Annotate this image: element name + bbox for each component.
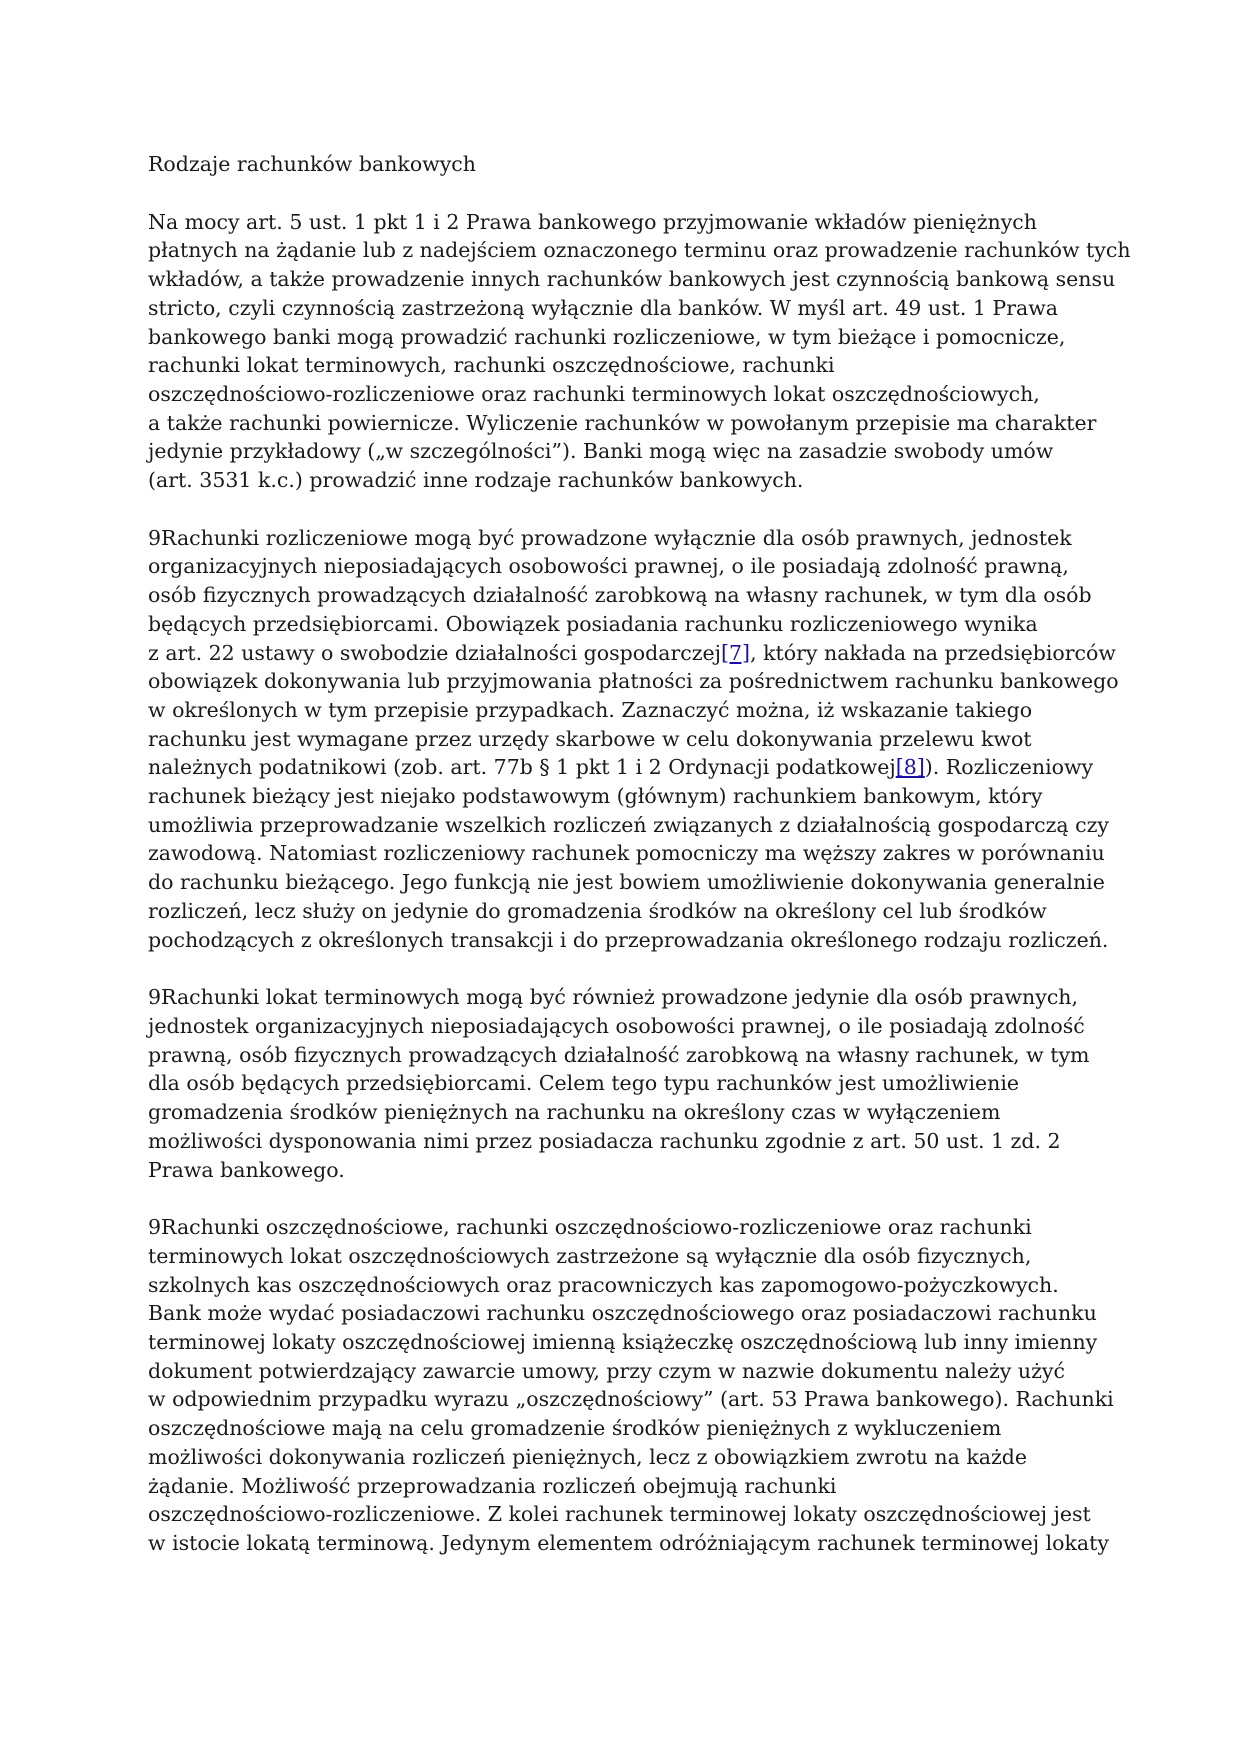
text-line: jednostek organizacyjnych nieposiadających osobowości prawnej, o ile posiadają zdolność [148, 1013, 1085, 1038]
text-line: Prawa bankowego. [148, 1157, 345, 1182]
text-line: będących przedsiębiorcami. Obowiązek posiadania rachunku rozliczeniowego wynika [148, 611, 1038, 636]
text-line: rachunki lokat terminowych, rachunki oszczędnościowe, rachunki [148, 353, 835, 378]
text-line: bankowego banki mogą prowadzić rachunki rozliczeniowe, w tym bieżące i pomocnicze, [148, 324, 1066, 349]
text-line: organizacyjnych nieposiadających osobowości prawnej, o ile posiadają zdolność prawną, [148, 554, 1069, 579]
text-line: Bank może wydać posiadaczowi rachunku oszczędnościowego oraz posiadaczowi rachunku [148, 1301, 1097, 1326]
text-line: dla osób będących przedsiębiorcami. Celem tego typu rachunków jest umożliwienie [148, 1071, 1020, 1096]
text-line: rachunku jest wymagane przez urzędy skarbowe w celu dokonywania przelewu kwot [148, 726, 1032, 751]
text-line: w odpowiednim przypadku wyrazu „oszczędnościowy” (art. 53 Prawa bankowego). Rachunki [148, 1387, 1114, 1412]
text-line: płatnych na żądanie lub z nadejściem oznaczonego terminu oraz prowadzenie rachunków tych [148, 238, 1131, 263]
text-line: w określonych w tym przepisie przypadkach. Zaznaczyć można, iż wskazanie takiego [148, 697, 1033, 722]
text-segment: z art. 22 ustawy o swobodzie działalności gospodarczej [148, 640, 722, 665]
text-line: 9Rachunki lokat terminowych mogą być również prowadzone jedynie dla osób prawnych, [148, 985, 1079, 1010]
text-line: oszczędnościowe mają na celu gromadzenie środków pieniężnych z wykluczeniem [148, 1416, 1002, 1441]
text-line: zawodową. Natomiast rozliczeniowy rachunek pomocniczy ma węższy zakres w porównaniu [148, 841, 1105, 866]
text-segment: ). Rozliczeniowy [924, 755, 1094, 780]
text-line: pochodzących z określonych transakcji i do przeprowadzania określonego rodzaju rozliczeń. [148, 927, 1109, 952]
footnote-link-7[interactable]: [7] [721, 640, 751, 665]
text-line: żądanie. Możliwość przeprowadzania rozliczeń obejmują rachunki [148, 1473, 837, 1498]
paragraph-1 [148, 208, 1131, 495]
text-line: gromadzenia środków pieniężnych na rachunku na określony czas w wyłączeniem [148, 1100, 1001, 1125]
paragraph-2 [148, 524, 1119, 955]
text-line [148, 753, 1098, 782]
document-page [148, 150, 1131, 1587]
text-line: możliwości dokonywania rozliczeń pieniężnych, lecz z obowiązkiem zwrotu na każde [148, 1444, 1028, 1469]
text-line: dokument potwierdzający zawarcie umowy, przy czym w nazwie dokumentu należy użyć [148, 1358, 1065, 1383]
text-line: możliwości dysponowania nimi przez posiadacza rachunku zgodnie z art. 50 ust. 1 zd. 2 [148, 1128, 1061, 1153]
paragraph-4 [148, 1213, 1114, 1557]
text-line: rachunek bieżący jest niejako podstawowym (głównym) rachunkiem bankowym, który [148, 784, 1043, 809]
text-line: oszczędnościowo-rozliczeniowe oraz rachunki terminowych lokat oszczędnościowych, [148, 381, 1040, 406]
text-line: szkolnych kas oszczędnościowych oraz pracowniczych kas zapomogowo-pożyczkowych. [148, 1272, 1059, 1297]
text-line: rozliczeń, lecz służy on jedynie do gromadzenia środków na określony cel lub środków [148, 898, 1047, 923]
text-segment: , który nakłada na przedsiębiorców [750, 640, 1116, 665]
paragraph-3 [148, 983, 1098, 1184]
text-line: obowiązek dokonywania lub przyjmowania płatności za pośrednictwem rachunku bankowego [148, 669, 1119, 694]
document-title: Rodzaje rachunków bankowych [148, 152, 476, 176]
text-line: oszczędnościowo-rozliczeniowe. Z kolei rachunek terminowej lokaty oszczędnościowej jest [148, 1502, 1091, 1527]
text-line: wkładów, a także prowadzenie innych rachunków bankowych jest czynnością bankową sensu [148, 267, 1116, 292]
text-line: a także rachunki powiernicze. Wyliczenie rachunków w powołanym przepisie ma charakter [148, 410, 1097, 435]
text-line: terminowych lokat oszczędnościowych zastrzeżone są wyłącznie dla osób fizycznych, [148, 1243, 1032, 1268]
text-line: 9Rachunki oszczędnościowe, rachunki oszczędnościowo-rozliczeniowe oraz rachunki [148, 1215, 1032, 1240]
text-line: umożliwia przeprowadzanie wszelkich rozliczeń związanych z działalnością gospodarczą czy [148, 812, 1109, 837]
text-line: w istocie lokatą terminową. Jedynym elementem odróżniającym rachunek terminowej lokaty [148, 1530, 1109, 1555]
footnote-link-8[interactable]: [8] [895, 755, 925, 780]
text-line: osób fizycznych prowadzących działalność zarobkową na własny rachunek, w tym dla osób [148, 583, 1092, 608]
text-line [148, 639, 1116, 668]
text-line: jedynie przykładowy („w szczególności”). Banki mogą więc na zasadzie swobody umów [148, 439, 1054, 464]
text-line: (art. 3531 k.c.) prowadzić inne rodzaje rachunków bankowych. [148, 468, 804, 493]
text-line: do rachunku bieżącego. Jego funkcją nie jest bowiem umożliwienie dokonywania generalnie [148, 870, 1105, 895]
text-segment: należnych podatnikowi (zob. art. 77b § 1 pkt 1 i 2 Ordynacji podatkowej [148, 755, 896, 780]
text-line: terminowej lokaty oszczędnościowej imienną książeczkę oszczędnościową lub inny imienny [148, 1330, 1098, 1355]
text-line: Na mocy art. 5 ust. 1 pkt 1 i 2 Prawa bankowego przyjmowanie wkładów pieniężnych [148, 209, 1037, 234]
text-line: stricto, czyli czynnością zastrzeżoną wyłącznie dla banków. W myśl art. 49 ust. 1 Prawa [148, 295, 1058, 320]
text-line: prawną, osób fizycznych prowadzących działalność zarobkową na własny rachunek, w tym [148, 1042, 1090, 1067]
text-line: 9Rachunki rozliczeniowe mogą być prowadzone wyłącznie dla osób prawnych, jednostek [148, 525, 1072, 550]
